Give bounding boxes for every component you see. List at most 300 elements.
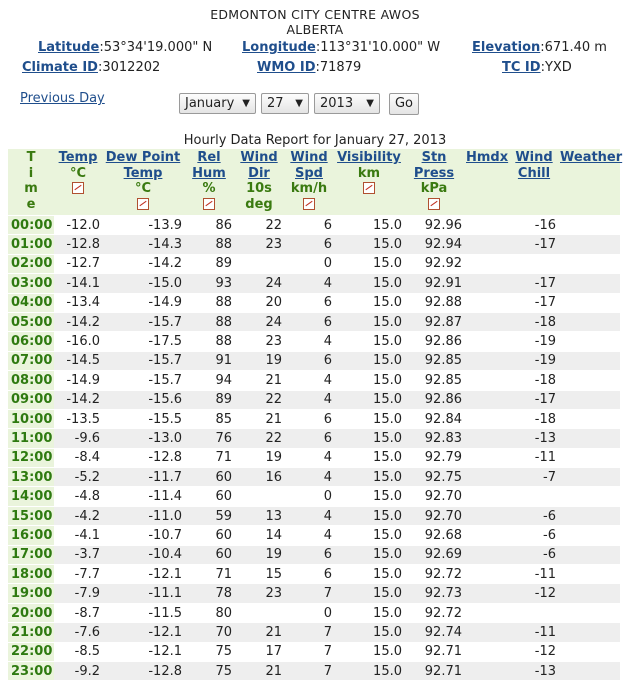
dew-point-header: Dew Point Temp °C	[102, 149, 184, 216]
wind-spd-cell: 0	[284, 603, 334, 622]
chart-icon[interactable]	[363, 182, 375, 194]
chart-icon[interactable]	[203, 198, 215, 210]
dew-point-cell: -12.8	[102, 448, 184, 467]
stn-press-cell: 92.86	[404, 332, 464, 351]
time-cell: 17:00	[8, 545, 54, 564]
hmdx-header	[464, 149, 510, 216]
rel-hum-cell: 88	[184, 332, 234, 351]
wind-chill-cell: -7	[510, 468, 558, 487]
wind-dir-cell: 15	[234, 565, 284, 584]
wind-spd-cell: 7	[284, 623, 334, 642]
wind-dir-cell: 16	[234, 468, 284, 487]
temp-cell: -12.7	[54, 254, 102, 273]
wind-spd-cell: 6	[284, 409, 334, 428]
stn-press-cell: 92.74	[404, 623, 464, 642]
visibility-cell: 15.0	[334, 409, 404, 428]
temp-cell: -12.8	[54, 235, 102, 254]
weather-cell	[558, 274, 620, 293]
wind-chill-header-link[interactable]: Wind Chill	[515, 150, 553, 181]
hmdx-cell	[464, 603, 510, 622]
wind-spd-cell: 4	[284, 371, 334, 390]
weather-cell	[558, 623, 620, 642]
wind-dir-cell: 21	[234, 371, 284, 390]
time-cell: 22:00	[8, 642, 54, 661]
chart-icon[interactable]	[137, 198, 149, 210]
visibility-cell: 15.0	[334, 216, 404, 235]
visibility-cell: 15.0	[334, 584, 404, 603]
visibility-cell: 15.0	[334, 429, 404, 448]
dew-point-header-link[interactable]: Dew Point Temp	[105, 150, 181, 181]
hmdx-cell	[464, 661, 510, 680]
wind-spd-cell: 6	[284, 216, 334, 235]
temp-cell: -8.4	[54, 448, 102, 467]
wind-dir-header-link[interactable]: Wind Dir	[240, 150, 278, 181]
hmdx-cell	[464, 565, 510, 584]
visibility-header-link[interactable]: Visibility	[337, 150, 401, 165]
visibility-cell: 15.0	[334, 506, 404, 525]
latitude-link[interactable]: Latitude	[38, 40, 100, 55]
visibility-cell: 15.0	[334, 661, 404, 680]
dew-point-cell: -11.7	[102, 468, 184, 487]
latitude-value: 53°34'19.000" N	[103, 40, 213, 55]
wind-chill-cell: -18	[510, 371, 558, 390]
dew-point-cell: -10.4	[102, 545, 184, 564]
table-row	[8, 545, 620, 564]
visibility-cell: 15.0	[334, 274, 404, 293]
rel-hum-cell: 89	[184, 390, 234, 409]
dew-point-cell: -11.5	[102, 603, 184, 622]
dew-point-cell: -12.1	[102, 642, 184, 661]
wind-chill-cell: -11	[510, 448, 558, 467]
wind-dir-cell	[234, 487, 284, 506]
time-cell: 13:00	[8, 468, 54, 487]
time-cell: 05:00	[8, 312, 54, 331]
wind-chill-cell: -6	[510, 526, 558, 545]
tc-id: TC ID:YXD	[502, 60, 572, 75]
rel-hum-header-link[interactable]: Rel Hum	[192, 150, 226, 181]
weather-cell	[558, 429, 620, 448]
wind-dir-cell: 23	[234, 584, 284, 603]
hmdx-cell	[464, 487, 510, 506]
rel-hum-cell: 88	[184, 235, 234, 254]
stn-press-cell: 92.72	[404, 565, 464, 584]
weather-cell	[558, 487, 620, 506]
wind-dir-cell: 19	[234, 351, 284, 370]
weather-cell	[558, 293, 620, 312]
wind-spd-cell: 4	[284, 274, 334, 293]
stn-press-cell: 92.84	[404, 409, 464, 428]
stn-press-cell: 92.94	[404, 235, 464, 254]
time-cell: 01:00	[8, 235, 54, 254]
day-select-value: 27	[267, 96, 284, 111]
visibility-cell: 15.0	[334, 642, 404, 661]
wind-chill-cell	[510, 487, 558, 506]
chevron-down-icon: ▼	[366, 98, 374, 109]
chevron-down-icon: ▼	[295, 98, 303, 109]
time-cell: 15:00	[8, 506, 54, 525]
wind-dir-cell: 22	[234, 390, 284, 409]
tc-id-link[interactable]: TC ID	[502, 60, 541, 75]
temp-cell: -4.1	[54, 526, 102, 545]
wind-spd-cell: 6	[284, 312, 334, 331]
visibility-cell: 15.0	[334, 235, 404, 254]
hmdx-cell	[464, 371, 510, 390]
rel-hum-cell: 71	[184, 448, 234, 467]
stn-press-cell: 92.83	[404, 429, 464, 448]
table-row	[8, 565, 620, 584]
stn-press-cell: 92.85	[404, 351, 464, 370]
wind-chill-cell: -12	[510, 642, 558, 661]
wind-spd-cell: 6	[284, 545, 334, 564]
weather-cell	[558, 409, 620, 428]
weather-cell	[558, 545, 620, 564]
wind-spd-cell: 6	[284, 565, 334, 584]
wind-chill-cell: -11	[510, 623, 558, 642]
temp-cell: -8.5	[54, 642, 102, 661]
report-caption: Hourly Data Report for January 27, 2013	[183, 133, 447, 148]
wmo-id-link[interactable]: WMO ID	[257, 60, 316, 75]
visibility-header: Visibility km	[334, 149, 404, 216]
visibility-cell: 15.0	[334, 312, 404, 331]
wind-dir-header: Wind Dir 10s deg	[234, 149, 284, 216]
wind-spd-cell: 6	[284, 429, 334, 448]
rel-hum-cell: 88	[184, 293, 234, 312]
temp-cell: -14.5	[54, 351, 102, 370]
table-row	[8, 254, 620, 273]
temp-header: Temp °C	[54, 149, 102, 216]
rel-hum-cell: 59	[184, 506, 234, 525]
rel-hum-cell: 75	[184, 642, 234, 661]
hmdx-cell	[464, 429, 510, 448]
temp-cell: -14.9	[54, 371, 102, 390]
rel-hum-cell: 75	[184, 661, 234, 680]
wind-dir-cell: 22	[234, 216, 284, 235]
visibility-cell: 15.0	[334, 390, 404, 409]
temp-cell: -9.6	[54, 429, 102, 448]
hmdx-cell	[464, 351, 510, 370]
dew-point-cell: -15.7	[102, 351, 184, 370]
year-select-value: 2013	[320, 96, 354, 111]
temp-cell: -4.8	[54, 487, 102, 506]
hmdx-cell	[464, 254, 510, 273]
rel-hum-header: Rel Hum %	[184, 149, 234, 216]
temp-cell: -14.1	[54, 274, 102, 293]
table-row	[8, 409, 620, 428]
climate-id-value: 3012202	[102, 60, 161, 75]
dew-point-cell: -15.6	[102, 390, 184, 409]
wind-dir-cell: 23	[234, 332, 284, 351]
temp-cell: -14.2	[54, 390, 102, 409]
rel-hum-cell: 88	[184, 312, 234, 331]
weather-cell	[558, 506, 620, 525]
weather-cell	[558, 468, 620, 487]
stn-press-cell: 92.71	[404, 642, 464, 661]
hmdx-cell	[464, 274, 510, 293]
rel-hum-cell: 60	[184, 545, 234, 564]
visibility-cell: 15.0	[334, 351, 404, 370]
wind-chill-cell: -19	[510, 332, 558, 351]
wind-chill-cell: -17	[510, 235, 558, 254]
table-row	[8, 390, 620, 409]
wind-chill-cell: -11	[510, 565, 558, 584]
wind-chill-cell: -6	[510, 506, 558, 525]
hmdx-cell	[464, 390, 510, 409]
temp-cell: -14.2	[54, 312, 102, 331]
station-name: EDMONTON CITY CENTRE AWOS	[210, 7, 420, 22]
visibility-cell: 15.0	[334, 254, 404, 273]
wind-dir-cell: 17	[234, 642, 284, 661]
temp-cell: -7.7	[54, 565, 102, 584]
table-row	[8, 661, 620, 680]
rel-hum-cell: 80	[184, 603, 234, 622]
dew-point-cell: -11.0	[102, 506, 184, 525]
wind-chill-cell: -6	[510, 545, 558, 564]
table-row	[8, 584, 620, 603]
chevron-down-icon: ▼	[242, 98, 250, 109]
rel-hum-cell: 78	[184, 584, 234, 603]
time-cell: 23:00	[8, 661, 54, 680]
wind-spd-cell: 4	[284, 448, 334, 467]
wind-spd-cell: 4	[284, 390, 334, 409]
dew-point-cell: -15.0	[102, 274, 184, 293]
hmdx-cell	[464, 235, 510, 254]
stn-press-cell: 92.72	[404, 603, 464, 622]
weather-cell	[558, 584, 620, 603]
stn-press-cell: 92.75	[404, 468, 464, 487]
station-province: ALBERTA	[286, 22, 344, 37]
time-cell: 11:00	[8, 429, 54, 448]
hmdx-cell	[464, 409, 510, 428]
weather-cell	[558, 371, 620, 390]
time-cell: 00:00	[8, 216, 54, 235]
wind-spd-cell: 4	[284, 506, 334, 525]
dew-point-cell: -12.1	[102, 565, 184, 584]
table-row	[8, 448, 620, 467]
chart-icon[interactable]	[72, 182, 84, 194]
table-row	[8, 506, 620, 525]
dew-point-cell: -17.5	[102, 332, 184, 351]
table-row	[8, 526, 620, 545]
time-cell: 07:00	[8, 351, 54, 370]
go-button[interactable]: Go	[389, 93, 419, 115]
wind-spd-cell: 7	[284, 642, 334, 661]
dew-point-cell: -13.0	[102, 429, 184, 448]
table-row	[8, 274, 620, 293]
wind-chill-cell: -13	[510, 661, 558, 680]
elevation-value: 671.40 m	[544, 40, 607, 55]
year-select[interactable]	[314, 93, 380, 114]
hmdx-cell	[464, 216, 510, 235]
weather-header	[558, 149, 623, 216]
rel-hum-cell: 60	[184, 468, 234, 487]
stn-press-header: Stn Press kPa	[404, 149, 464, 216]
weather-cell	[558, 390, 620, 409]
wind-dir-cell: 21	[234, 661, 284, 680]
stn-press-cell: 92.92	[404, 254, 464, 273]
time-cell: 18:00	[8, 565, 54, 584]
wind-chill-cell: -19	[510, 351, 558, 370]
stn-press-cell: 92.70	[404, 487, 464, 506]
table-row	[8, 487, 620, 506]
stn-press-header-link[interactable]: Stn Press	[413, 150, 455, 181]
visibility-cell: 15.0	[334, 332, 404, 351]
stn-press-cell: 92.88	[404, 293, 464, 312]
visibility-cell: 15.0	[334, 526, 404, 545]
wind-chill-cell	[510, 603, 558, 622]
dew-point-cell: -11.1	[102, 584, 184, 603]
rel-hum-cell: 93	[184, 274, 234, 293]
rel-hum-cell: 60	[184, 526, 234, 545]
stn-press-cell: 92.68	[404, 526, 464, 545]
time-cell: 06:00	[8, 332, 54, 351]
hmdx-cell	[464, 312, 510, 331]
wind-spd-cell: 7	[284, 661, 334, 680]
table-row	[8, 216, 620, 235]
table-row	[8, 623, 620, 642]
time-cell: 09:00	[8, 390, 54, 409]
stn-press-cell: 92.87	[404, 312, 464, 331]
weather-cell	[558, 235, 620, 254]
rel-hum-cell: 85	[184, 409, 234, 428]
hourly-data-table	[8, 149, 623, 681]
table-row	[8, 603, 620, 622]
wmo-id-value: 71879	[319, 60, 362, 75]
weather-cell	[558, 351, 620, 370]
wind-dir-cell: 24	[234, 312, 284, 331]
time-cell: 04:00	[8, 293, 54, 312]
chart-icon[interactable]	[303, 198, 315, 210]
dew-point-cell: -10.7	[102, 526, 184, 545]
rel-hum-cell: 91	[184, 351, 234, 370]
month-select[interactable]	[179, 93, 256, 114]
stn-press-cell: 92.79	[404, 448, 464, 467]
wind-dir-cell: 23	[234, 235, 284, 254]
dew-point-cell: -15.5	[102, 409, 184, 428]
temp-cell: -13.5	[54, 409, 102, 428]
elevation-link[interactable]: Elevation	[472, 40, 541, 55]
wmo-id: WMO ID:71879	[257, 60, 362, 75]
weather-cell	[558, 565, 620, 584]
table-row	[8, 468, 620, 487]
table-row	[8, 332, 620, 351]
visibility-cell: 15.0	[334, 448, 404, 467]
weather-cell	[558, 216, 620, 235]
visibility-cell: 15.0	[334, 468, 404, 487]
wind-dir-cell: 14	[234, 526, 284, 545]
latitude: Latitude:53°34'19.000" N	[38, 40, 213, 55]
stn-press-cell: 92.96	[404, 216, 464, 235]
time-cell: 21:00	[8, 623, 54, 642]
table-row	[8, 429, 620, 448]
weather-cell	[558, 603, 620, 622]
hmdx-cell	[464, 332, 510, 351]
weather-cell	[558, 254, 620, 273]
hmdx-cell	[464, 545, 510, 564]
hmdx-cell	[464, 526, 510, 545]
hmdx-cell	[464, 448, 510, 467]
longitude-link[interactable]: Longitude	[242, 40, 316, 55]
wind-dir-cell	[234, 254, 284, 273]
time-cell: 08:00	[8, 371, 54, 390]
dew-point-cell: -14.2	[102, 254, 184, 273]
chart-icon[interactable]	[428, 198, 440, 210]
stn-press-cell: 92.85	[404, 371, 464, 390]
wind-chill-header	[510, 149, 558, 216]
table-row	[8, 371, 620, 390]
previous-day-link[interactable]: Previous Day	[20, 91, 105, 106]
hmdx-cell	[464, 293, 510, 312]
time-cell: 10:00	[8, 409, 54, 428]
wind-dir-cell: 13	[234, 506, 284, 525]
table-row	[8, 312, 620, 331]
stn-press-cell: 92.70	[404, 506, 464, 525]
wind-dir-cell	[234, 603, 284, 622]
longitude-value: 113°31'10.000" W	[320, 40, 441, 55]
rel-hum-cell: 94	[184, 371, 234, 390]
climate-id: Climate ID:3012202	[22, 60, 161, 75]
time-cell: 03:00	[8, 274, 54, 293]
visibility-cell: 15.0	[334, 565, 404, 584]
table-row	[8, 351, 620, 370]
time-cell: 20:00	[8, 603, 54, 622]
hmdx-cell	[464, 623, 510, 642]
wind-dir-cell: 21	[234, 623, 284, 642]
hmdx-cell	[464, 468, 510, 487]
stn-press-cell: 92.86	[404, 390, 464, 409]
table-header-row	[8, 149, 620, 216]
climate-id-link[interactable]: Climate ID	[22, 60, 98, 75]
dew-point-cell: -15.7	[102, 312, 184, 331]
time-cell: 02:00	[8, 254, 54, 273]
wind-spd-cell: 0	[284, 254, 334, 273]
wind-spd-cell: 4	[284, 332, 334, 351]
wind-chill-cell: -16	[510, 216, 558, 235]
wind-spd-header-link[interactable]: Wind Spd	[290, 150, 328, 181]
weather-cell	[558, 448, 620, 467]
stn-press-cell: 92.69	[404, 545, 464, 564]
wind-spd-cell: 4	[284, 468, 334, 487]
day-select[interactable]	[261, 93, 309, 114]
temp-cell: -7.9	[54, 584, 102, 603]
hmdx-header-link[interactable]: Hmdx	[466, 150, 509, 165]
dew-point-cell: -12.8	[102, 661, 184, 680]
wind-spd-header: Wind Spd km/h	[284, 149, 334, 216]
temp-header-link[interactable]: Temp	[58, 150, 98, 165]
rel-hum-cell: 76	[184, 429, 234, 448]
weather-header-link[interactable]: Weather	[560, 150, 623, 165]
stn-press-cell: 92.73	[404, 584, 464, 603]
wind-spd-cell: 7	[284, 584, 334, 603]
dew-point-cell: -11.4	[102, 487, 184, 506]
wind-spd-cell: 6	[284, 235, 334, 254]
temp-cell: -13.4	[54, 293, 102, 312]
wind-chill-cell: -17	[510, 390, 558, 409]
dew-point-cell: -14.3	[102, 235, 184, 254]
rel-hum-cell: 86	[184, 216, 234, 235]
wind-chill-cell: -17	[510, 274, 558, 293]
stn-press-cell: 92.91	[404, 274, 464, 293]
weather-cell	[558, 332, 620, 351]
tc-id-value: YXD	[544, 60, 572, 75]
visibility-cell: 15.0	[334, 487, 404, 506]
visibility-cell: 15.0	[334, 623, 404, 642]
dew-point-cell: -12.1	[102, 623, 184, 642]
weather-cell	[558, 312, 620, 331]
temp-cell: -12.0	[54, 216, 102, 235]
time-cell: 19:00	[8, 584, 54, 603]
wind-spd-cell: 4	[284, 526, 334, 545]
table-row	[8, 235, 620, 254]
